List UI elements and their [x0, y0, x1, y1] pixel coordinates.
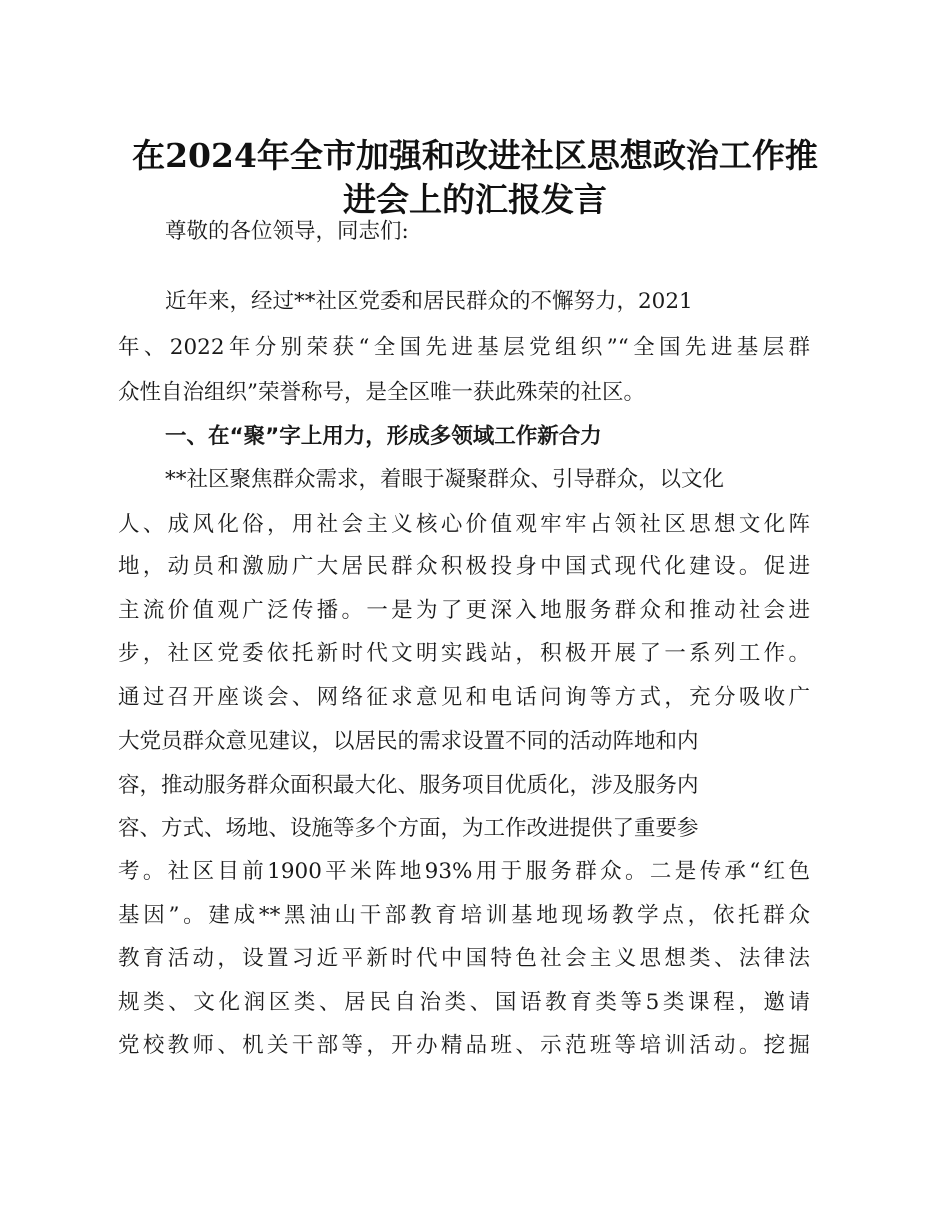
document-title-line-1: 在2024年全市加强和改进社区思想政治工作推 — [132, 136, 818, 175]
body-line: 通过召开座谈会、网络征求意见和电话问询等方式，充分吸收广 — [118, 685, 810, 710]
body-line: 容，推动服务群众面积最大化、服务项目优质化，涉及服务内 — [118, 773, 699, 798]
intro-line: 年、2022年分别荣获“全国先进基层党组织”“全国先进基层群 — [118, 335, 810, 360]
body-line: 教育活动，设置习近平新时代中国特色社会主义思想类、法律法 — [118, 946, 810, 971]
section-heading: 一、在“聚”字上用力，形成多领域工作新合力 — [165, 424, 602, 449]
body-line: 地，动员和激励广大居民群众积极投身中国式现代化建设。促进 — [118, 554, 810, 579]
body-line: 大党员群众意见建议，以居民的需求设置不同的活动阵地和内 — [118, 729, 699, 754]
body-line: 人、成风化俗，用社会主义核心价值观牢牢占领社区思想文化阵 — [118, 512, 810, 537]
body-line: 基因”。建成**黑油山干部教育培训基地现场教学点，依托群众 — [118, 903, 810, 928]
body-line: 考。社区目前1900平米阵地93%用于服务群众。二是传承“红色 — [118, 859, 810, 884]
body-line: 容、方式、场地、设施等多个方面，为工作改进提供了重要参 — [118, 816, 699, 841]
intro-line: 近年来，经过**社区党委和居民群众的不懈努力，2021 — [165, 289, 693, 314]
body-line: 党校教师、机关干部等，开办精品班、示范班等培训活动。挖掘 — [118, 1033, 810, 1058]
body-line: 步，社区党委依托新时代文明实践站，积极开展了一系列工作。 — [118, 641, 810, 666]
body-line: 规类、文化润区类、居民自治类、国语教育类等5类课程，邀请 — [118, 990, 810, 1015]
body-line: 主流价值观广泛传播。一是为了更深入地服务群众和推动社会进 — [118, 598, 810, 623]
body-line: **社区聚焦群众需求，着眼于凝聚群众、引导群众，以文化 — [165, 467, 725, 492]
intro-line: 众性自治组织”荣誉称号，是全区唯一获此殊荣的社区。 — [118, 380, 645, 405]
document-title-line-2: 进会上的汇报发言 — [343, 180, 607, 219]
salutation: 尊敬的各位领导，同志们: — [165, 219, 409, 244]
